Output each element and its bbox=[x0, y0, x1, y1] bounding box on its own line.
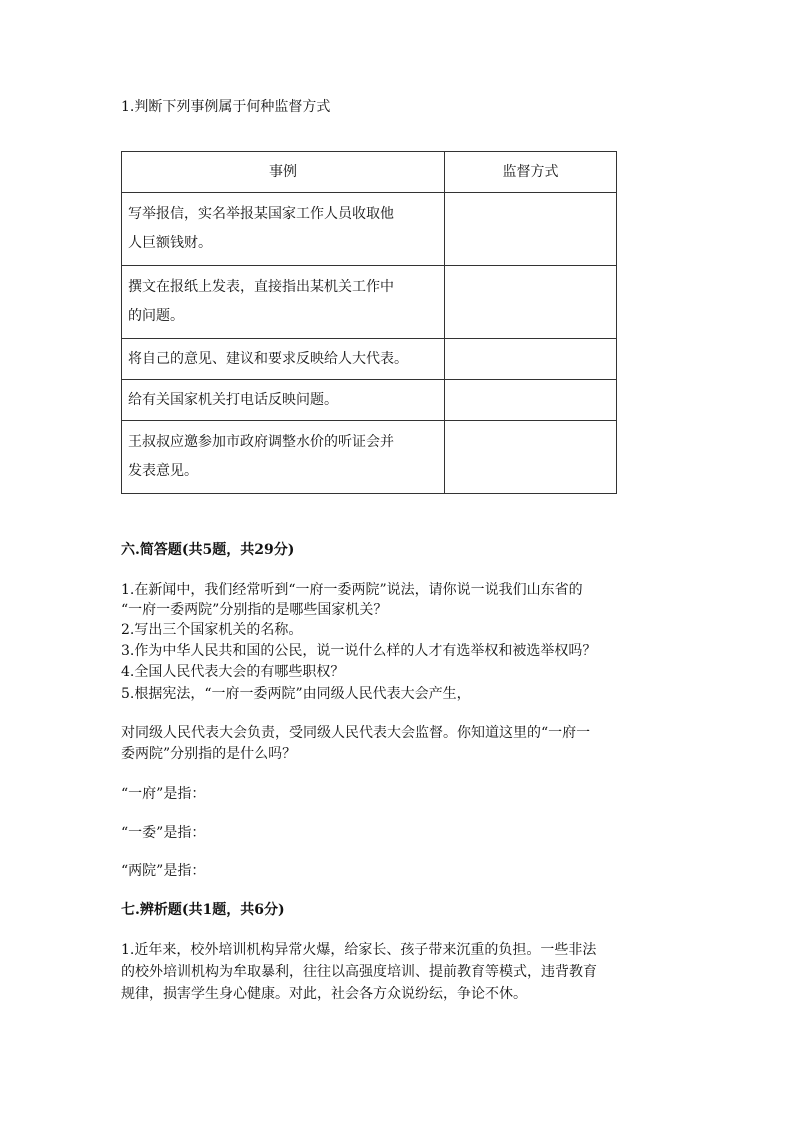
section7-line: 规律，损害学生身心健康。对此，社会各方众说纷纭，争论不休。 bbox=[121, 986, 527, 1002]
answer-cell[interactable] bbox=[445, 421, 617, 494]
answer-cell[interactable] bbox=[445, 193, 617, 266]
table-row bbox=[122, 266, 617, 339]
fill-in-yiwei: “一委”是指： bbox=[121, 825, 206, 841]
section6-line: 4.全国人民代表大会的有哪些职权？ bbox=[121, 664, 345, 680]
section7-heading: 七.辨析题(共1题，共6分) bbox=[121, 902, 285, 918]
case-cell: 给有关国家机关打电话反映问题。 bbox=[122, 380, 445, 421]
supervision-table bbox=[121, 151, 617, 494]
section6-heading: 六.简答题(共5题，共29分) bbox=[121, 542, 295, 558]
case-cell: 写举报信，实名举报某国家工作人员收取他 人巨额钱财。 bbox=[122, 193, 445, 266]
section6-line: 5.根据宪法，“一府一委两院”由同级人民代表大会产生， bbox=[121, 686, 471, 702]
q1-title: 1.判断下列事例属于何种监督方式 bbox=[121, 99, 331, 115]
answer-cell[interactable] bbox=[445, 380, 617, 421]
header-case: 事例 bbox=[122, 152, 445, 193]
fill-in-liangyuan: “两院”是指： bbox=[121, 863, 206, 879]
case-cell: 王叔叔应邀参加市政府调整水价的听证会并 发表意见。 bbox=[122, 421, 445, 494]
section6-paragraph-line: 对同级人民代表大会负责，受同级人民代表大会监督。你知道这里的“一府一 bbox=[121, 725, 591, 741]
table-row bbox=[122, 380, 617, 421]
answer-cell[interactable] bbox=[445, 266, 617, 339]
table-row bbox=[122, 421, 617, 494]
table-row bbox=[122, 193, 617, 266]
section6-line: 1.在新闻中，我们经常听到“一府一委两院”说法，请你说一说我们山东省的 bbox=[121, 582, 583, 598]
section7-line: 的校外培训机构为牟取暴利，往往以高强度培训、提前教育等模式，违背教育 bbox=[121, 964, 597, 980]
section6-line: 3.作为中华人民共和国的公民，说一说什么样的人才有选举权和被选举权吗？ bbox=[121, 643, 597, 659]
section6-line: 2.写出三个国家机关的名称。 bbox=[121, 622, 303, 638]
header-method: 监督方式 bbox=[445, 152, 617, 193]
fill-in-yifu: “一府”是指： bbox=[121, 786, 206, 802]
section6-paragraph-line: 委两院”分别指的是什么吗？ bbox=[121, 746, 297, 762]
table-row bbox=[122, 339, 617, 380]
answer-cell[interactable] bbox=[445, 339, 617, 380]
table-header-row bbox=[122, 152, 617, 193]
case-cell: 撰文在报纸上发表，直接指出某机关工作中 的问题。 bbox=[122, 266, 445, 339]
case-cell: 将自己的意见、建议和要求反映给人大代表。 bbox=[122, 339, 445, 380]
section6-line: “一府一委两院”分别指的是哪些国家机关？ bbox=[121, 602, 388, 618]
section7-line: 1.近年来，校外培训机构异常火爆，给家长、孩子带来沉重的负担。一些非法 bbox=[121, 942, 597, 958]
